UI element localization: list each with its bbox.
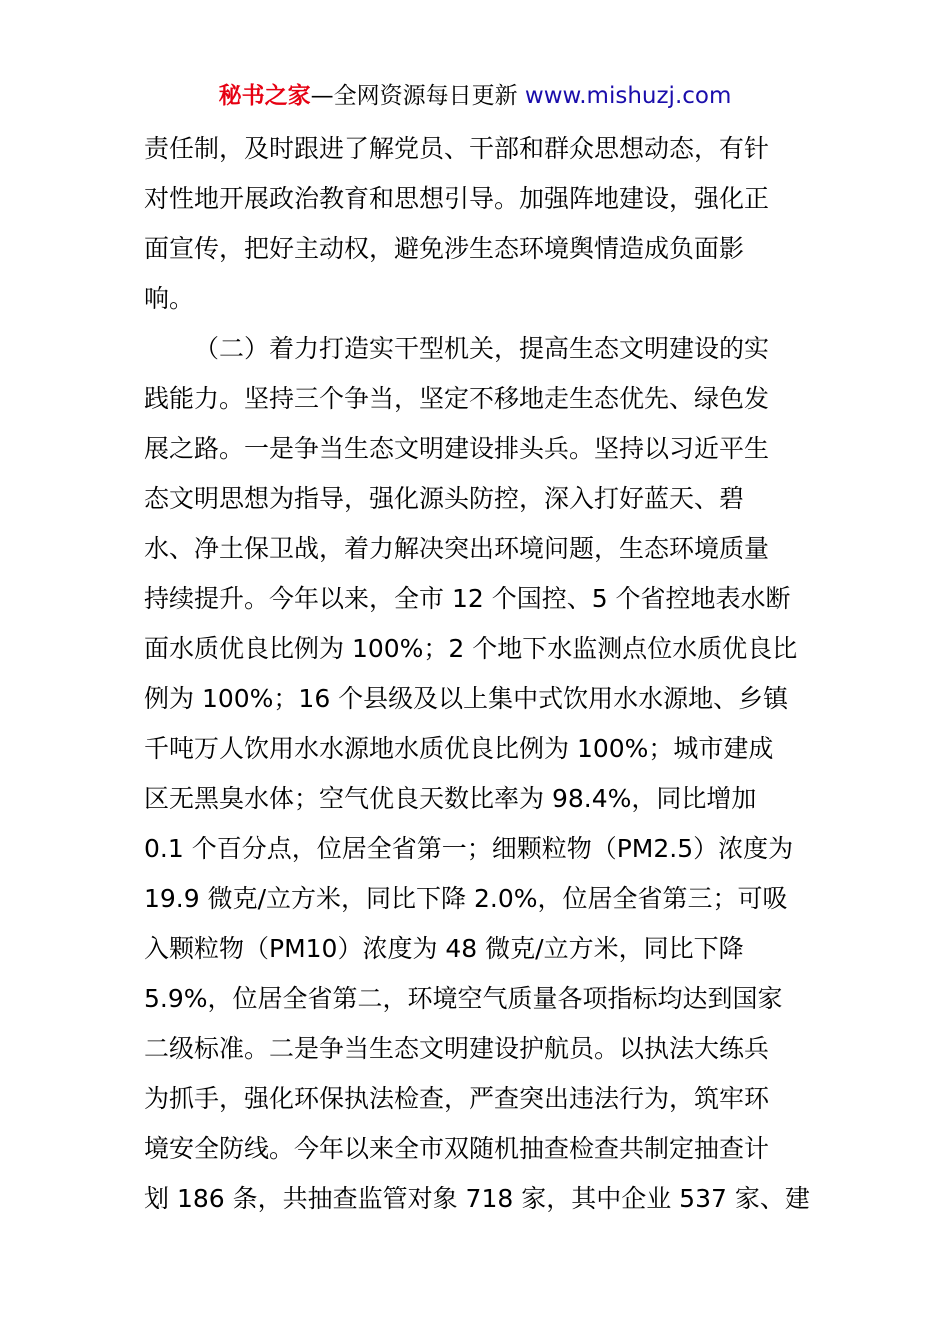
- header-url[interactable]: www.mishuzj.com: [524, 83, 732, 109]
- text-line: 态文明思想为指导，强化源头防控，深入打好蓝天、碧: [144, 484, 745, 513]
- document-body: [144, 124, 809, 1224]
- text-line: 区无黑臭水体；空气优良天数比率为 98.4%，同比增加: [144, 784, 757, 813]
- text-line: 入颗粒物（PM10）浓度为 48 微克/立方米，同比下降: [144, 934, 744, 963]
- section-heading-line: （二）着力打造实干型机关，提高生态文明建设的实: [194, 334, 770, 363]
- text-line: 责任制，及时跟进了解党员、干部和群众思想动态，有针: [144, 134, 770, 163]
- text-line: 持续提升。今年以来，全市 12 个国控、5 个省控地表水断: [144, 584, 791, 613]
- text-line: 5.9%，位居全省第二，环境空气质量各项指标均达到国家: [144, 984, 783, 1013]
- text-line: 为抓手，强化环保执法检查，严查突出违法行为，筑牢环: [144, 1084, 770, 1113]
- text-line: 0.1 个百分点，位居全省第一；细颗粒物（PM2.5）浓度为: [144, 834, 794, 863]
- text-line: 践能力。坚持三个争当，坚定不移地走生态优先、绿色发: [144, 384, 770, 413]
- text-line: 水、净土保卫战，着力解决突出环境问题，生态环境质量: [144, 534, 770, 563]
- header-tagline: —全网资源每日更新: [310, 83, 518, 109]
- text-line: 例为 100%；16 个县级及以上集中式饮用水水源地、乡镇: [144, 684, 789, 713]
- text-line: 展之路。一是争当生态文明建设排头兵。坚持以习近平生: [144, 434, 770, 463]
- page-header: [0, 80, 950, 112]
- text-line: 面水质优良比例为 100%；2 个地下水监测点位水质优良比: [144, 634, 798, 663]
- text-line: 境安全防线。今年以来全市双随机抽查检查共制定抽查计: [144, 1134, 770, 1163]
- text-line: 19.9 微克/立方米，同比下降 2.0%，位居全省第三；可吸: [144, 884, 788, 913]
- text-line: 响。: [144, 284, 195, 313]
- text-line: 面宣传，把好主动权，避免涉生态环境舆情造成负面影: [144, 234, 745, 263]
- text-line: 划 186 条，共抽查监管对象 718 家，其中企业 537 家、建: [144, 1184, 810, 1213]
- text-line: 千吨万人饮用水水源地水质优良比例为 100%；城市建成: [144, 734, 774, 763]
- text-line: 对性地开展政治教育和思想引导。加强阵地建设，强化正: [144, 184, 770, 213]
- header-brand: 秘书之家: [218, 83, 311, 109]
- text-line: 二级标准。二是争当生态文明建设护航员。以执法大练兵: [144, 1034, 770, 1063]
